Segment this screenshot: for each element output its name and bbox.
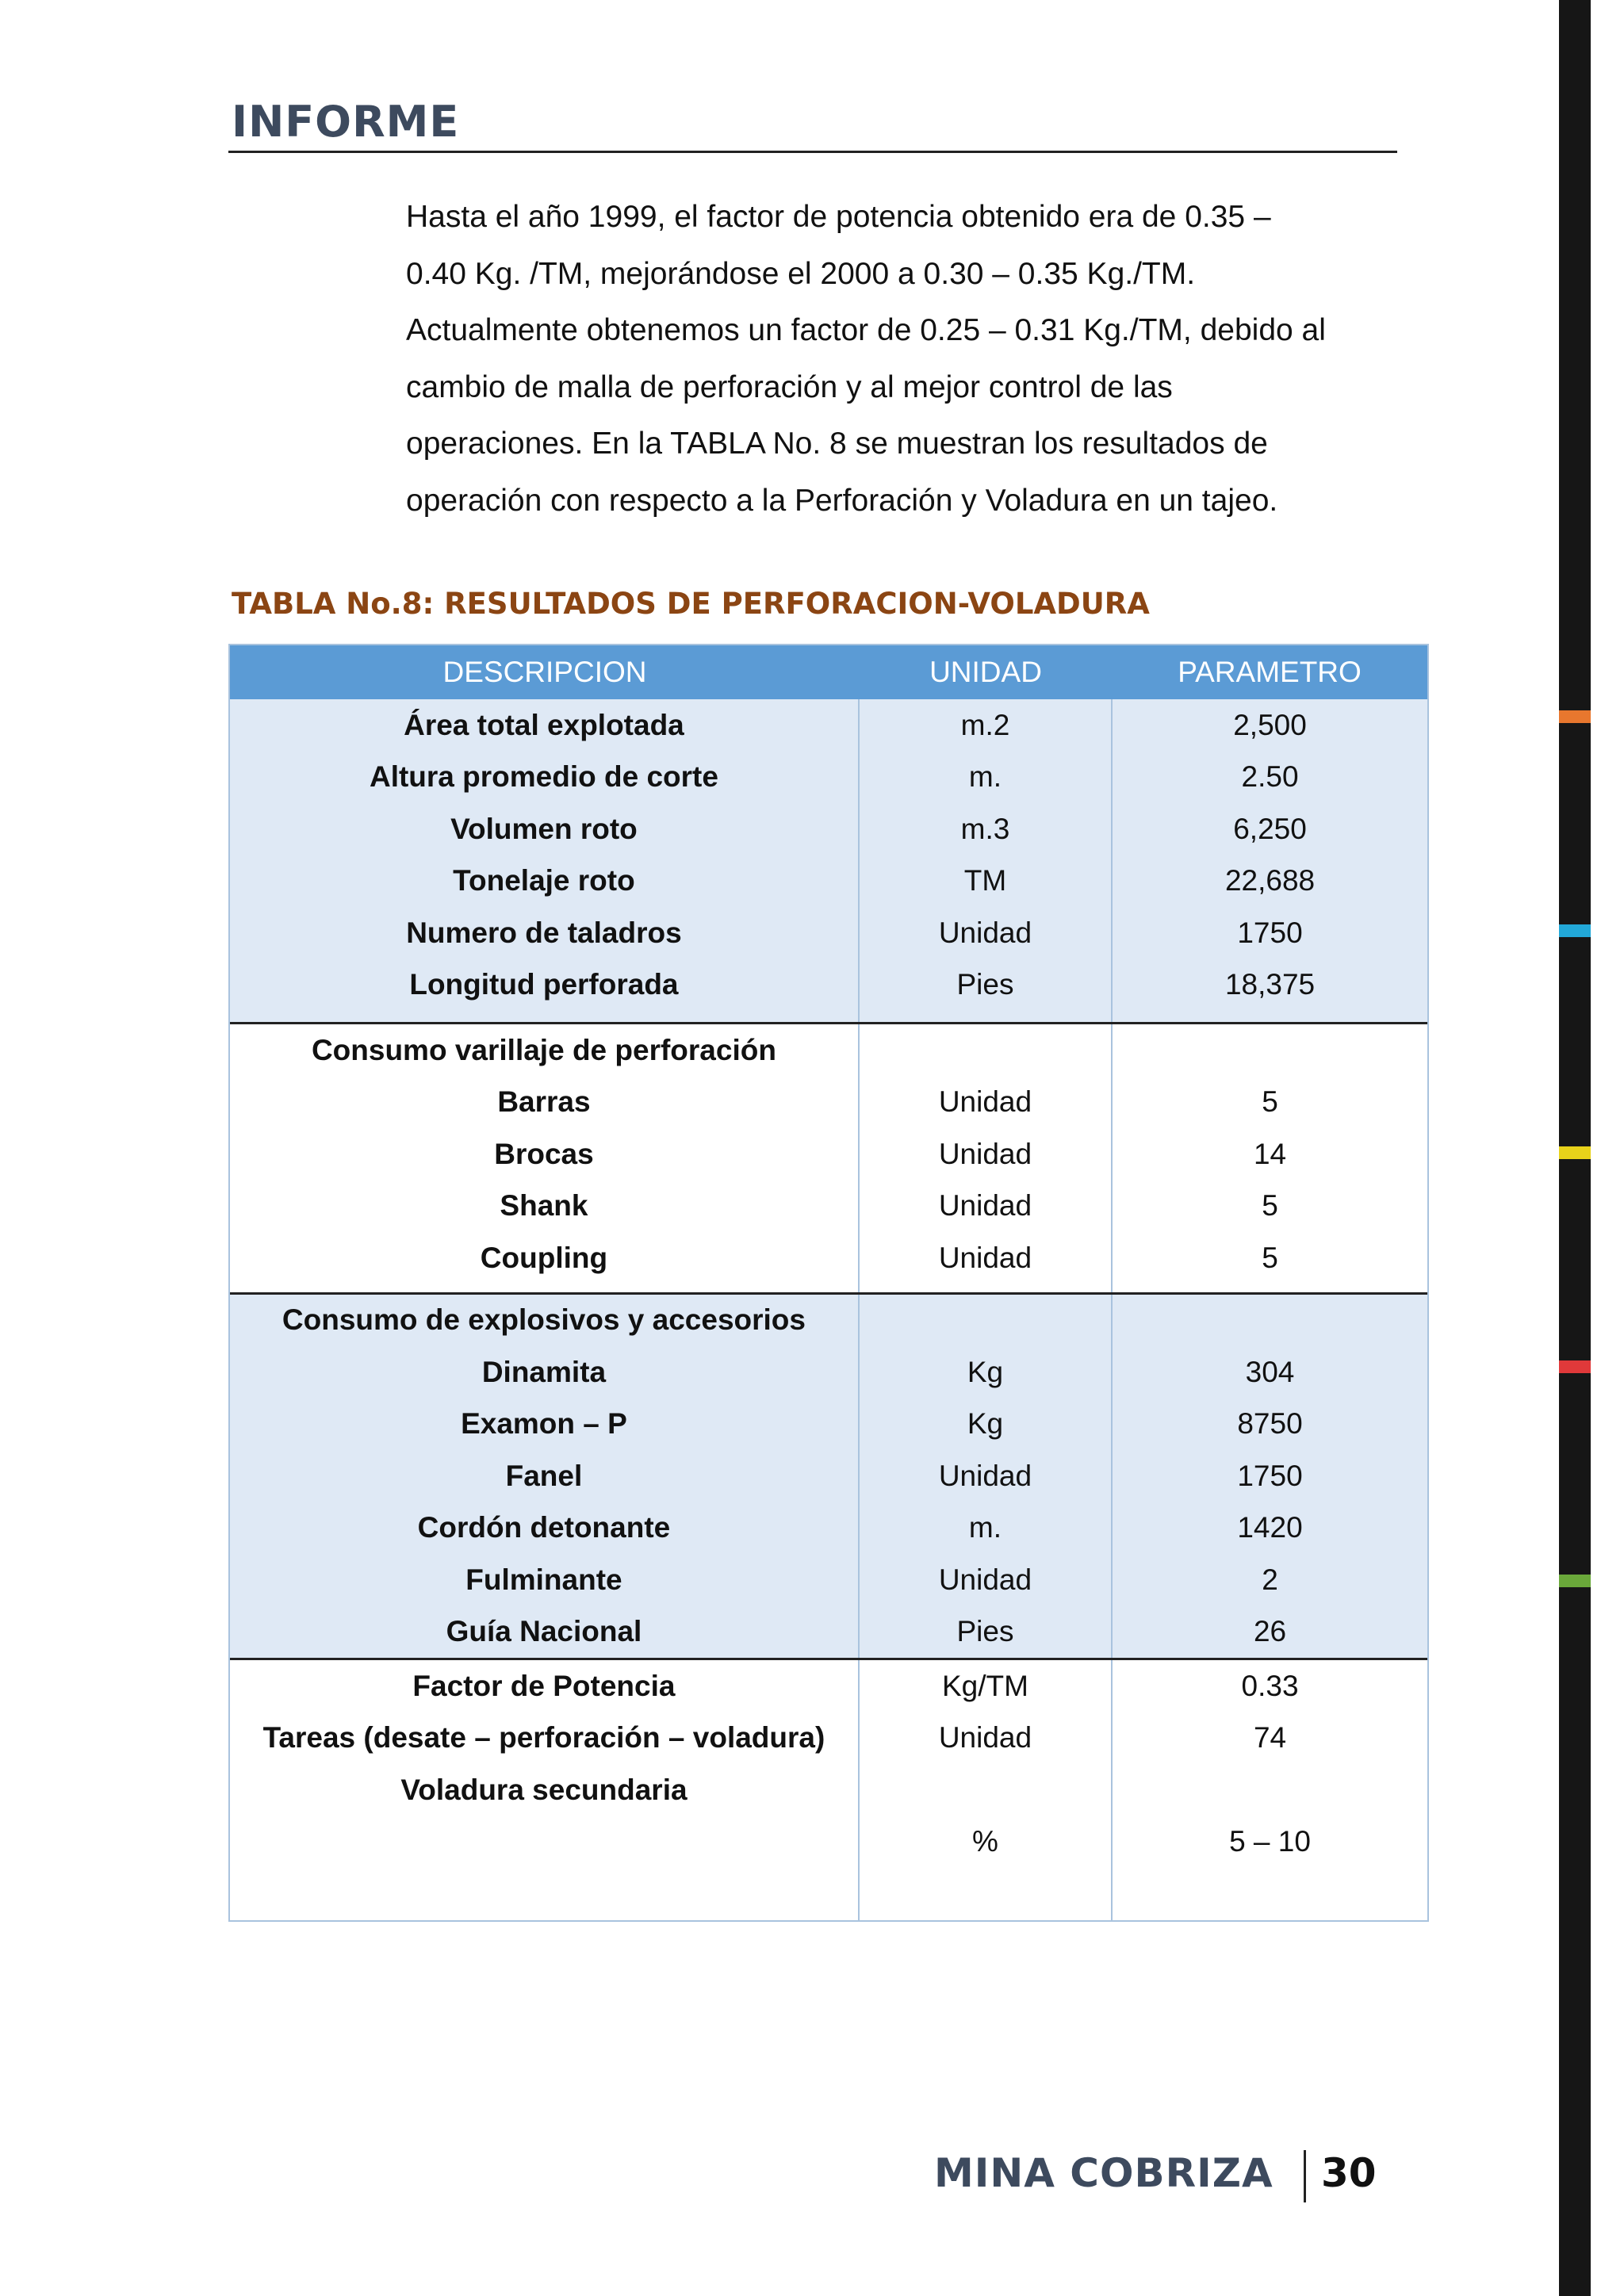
desc-cell: Fulminante — [465, 1563, 622, 1596]
desc-cell: Consumo varillaje de perforación — [311, 1033, 776, 1066]
value-cell: 2.50 — [1241, 760, 1299, 794]
value-cell — [1113, 1764, 1427, 1816]
intro-line: operación con respecto a la Perforación y Voladura en un tajeo. — [406, 483, 1278, 518]
header-divider — [228, 151, 1397, 153]
desc-cell: Numero de taladros — [406, 916, 682, 949]
desc-cell: Tareas (desate – perforación – voladura) — [262, 1721, 825, 1755]
desc-cell: Guía Nacional — [446, 1615, 642, 1648]
intro-line: Actualmente obtenemos un factor de 0.25 – 0.31 Kg./TM, debido al — [406, 313, 1326, 347]
desc-cell — [230, 1816, 858, 1869]
table-column — [860, 699, 1113, 1022]
desc-cell: Altura promedio de corte — [369, 760, 718, 794]
sidebar-stripe-orange — [1559, 710, 1591, 723]
table-column — [860, 1295, 1113, 1659]
table-column — [230, 699, 860, 1022]
table-column — [1113, 699, 1427, 1022]
table-section — [230, 699, 1427, 1022]
unit-cell — [860, 1024, 1111, 1077]
value-cell: 22,688 — [1224, 864, 1316, 897]
value-cell: 5 — [1262, 1241, 1278, 1274]
intro-paragraph — [406, 189, 1397, 529]
results-table — [228, 644, 1429, 1922]
sidebar-edge — [1591, 0, 1624, 2296]
desc-cell: Volumen roto — [450, 812, 638, 845]
unit-cell: m.2 — [960, 708, 1010, 741]
value-cell: 5 — [1262, 1085, 1278, 1119]
sidebar-stripe-green — [1559, 1575, 1591, 1587]
table-column — [230, 1295, 860, 1659]
page-title: INFORME — [232, 97, 460, 147]
sidebar-stripe-cyan — [1559, 924, 1591, 937]
unit-cell: Kg/TM — [941, 1669, 1028, 1702]
table-column — [1113, 1660, 1427, 1920]
unit-cell: Unidad — [938, 1459, 1032, 1492]
unit-cell: Unidad — [938, 1721, 1032, 1755]
desc-cell: Examon – P — [461, 1407, 627, 1441]
desc-cell: Voladura secundaria — [400, 1773, 688, 1806]
value-cell: 5 — [1262, 1189, 1278, 1223]
value-cell: 14 — [1253, 1137, 1287, 1170]
unit-cell: m.3 — [960, 812, 1010, 845]
sidebar-stripe-yellow — [1559, 1146, 1591, 1159]
value-cell — [1113, 1295, 1427, 1347]
table-column — [230, 1660, 860, 1920]
intro-line: 0.40 Kg. /TM, mejorándose el 2000 a 0.30 – 0.35 Kg./TM. — [406, 256, 1196, 291]
unit-cell: m. — [968, 760, 1002, 794]
footer-brand: MINA COBRIZA — [934, 2150, 1274, 2196]
intro-line: Hasta el año 1999, el factor de potencia obtenido era de 0.35 – — [406, 200, 1271, 234]
table-column — [1113, 1024, 1427, 1292]
header-parametro: PARAMETRO — [1178, 656, 1362, 688]
desc-cell: Área total explotada — [404, 708, 684, 741]
value-cell: 0.33 — [1241, 1669, 1299, 1702]
table-caption: TABLA No.8: RESULTADOS DE PERFORACION-VOLADURA — [232, 587, 1150, 621]
unit-cell — [860, 1295, 1111, 1347]
unit-cell: Unidad — [938, 1563, 1032, 1596]
unit-cell: m. — [968, 1511, 1002, 1544]
desc-cell: Coupling — [480, 1241, 608, 1274]
table-column — [230, 1024, 860, 1292]
unit-cell: Pies — [956, 968, 1014, 1001]
value-cell: 8750 — [1237, 1407, 1303, 1441]
table-section — [230, 1292, 1427, 1659]
table-section — [230, 1658, 1427, 1920]
desc-cell: Tonelaje roto — [453, 864, 635, 897]
desc-cell: Shank — [500, 1189, 588, 1223]
value-cell: 18,375 — [1224, 968, 1316, 1001]
table-column — [1113, 1295, 1427, 1659]
intro-line: cambio de malla de perforación y al mejor control de las — [406, 369, 1173, 404]
unit-cell: Kg — [967, 1355, 1004, 1388]
unit-cell: Unidad — [938, 1085, 1032, 1119]
desc-cell: Factor de Potencia — [412, 1669, 676, 1702]
value-cell — [1113, 1868, 1427, 1920]
desc-cell: Dinamita — [481, 1355, 607, 1388]
unit-cell: Unidad — [938, 1137, 1032, 1170]
desc-cell: Consumo de explosivos y accesorios — [282, 1303, 806, 1337]
table-section — [230, 1022, 1427, 1292]
unit-cell: Pies — [956, 1615, 1014, 1648]
value-cell: 26 — [1253, 1615, 1287, 1648]
header-unidad: UNIDAD — [929, 656, 1042, 688]
table-column — [860, 1660, 1113, 1920]
desc-cell: Brocas — [494, 1137, 594, 1170]
value-cell: 1420 — [1237, 1511, 1303, 1544]
desc-cell: Fanel — [505, 1459, 583, 1492]
value-cell: 1750 — [1237, 916, 1303, 949]
desc-cell: Cordón detonante — [417, 1511, 671, 1544]
table-header-row — [230, 645, 1427, 699]
table-column — [860, 1024, 1113, 1292]
unit-cell: Kg — [967, 1407, 1004, 1441]
value-cell — [1113, 1024, 1427, 1077]
unit-cell: Unidad — [938, 916, 1032, 949]
value-cell: 5 – 10 — [1229, 1825, 1311, 1858]
value-cell: 74 — [1253, 1721, 1287, 1755]
value-cell: 2,500 — [1233, 708, 1307, 741]
unit-cell: Unidad — [938, 1189, 1032, 1223]
intro-line: operaciones. En la TABLA No. 8 se muestran los resultados de — [406, 427, 1268, 461]
value-cell: 1750 — [1237, 1459, 1303, 1492]
value-cell: 2 — [1262, 1563, 1278, 1596]
value-cell: 6,250 — [1233, 812, 1307, 845]
unit-cell — [860, 1764, 1111, 1816]
desc-cell: Longitud perforada — [409, 968, 679, 1001]
unit-cell: TM — [963, 864, 1007, 897]
header-descripcion: DESCRIPCION — [442, 656, 647, 688]
value-cell: 304 — [1245, 1355, 1295, 1388]
table-body — [230, 699, 1427, 1920]
unit-cell: Unidad — [938, 1241, 1032, 1274]
sidebar-stripe-red — [1559, 1360, 1591, 1373]
footer-separator — [1304, 2150, 1306, 2202]
page-number: 30 — [1321, 2150, 1377, 2196]
desc-cell — [230, 1868, 858, 1920]
unit-cell — [860, 1868, 1111, 1920]
desc-cell: Barras — [497, 1085, 591, 1119]
unit-cell: % — [972, 1825, 998, 1858]
